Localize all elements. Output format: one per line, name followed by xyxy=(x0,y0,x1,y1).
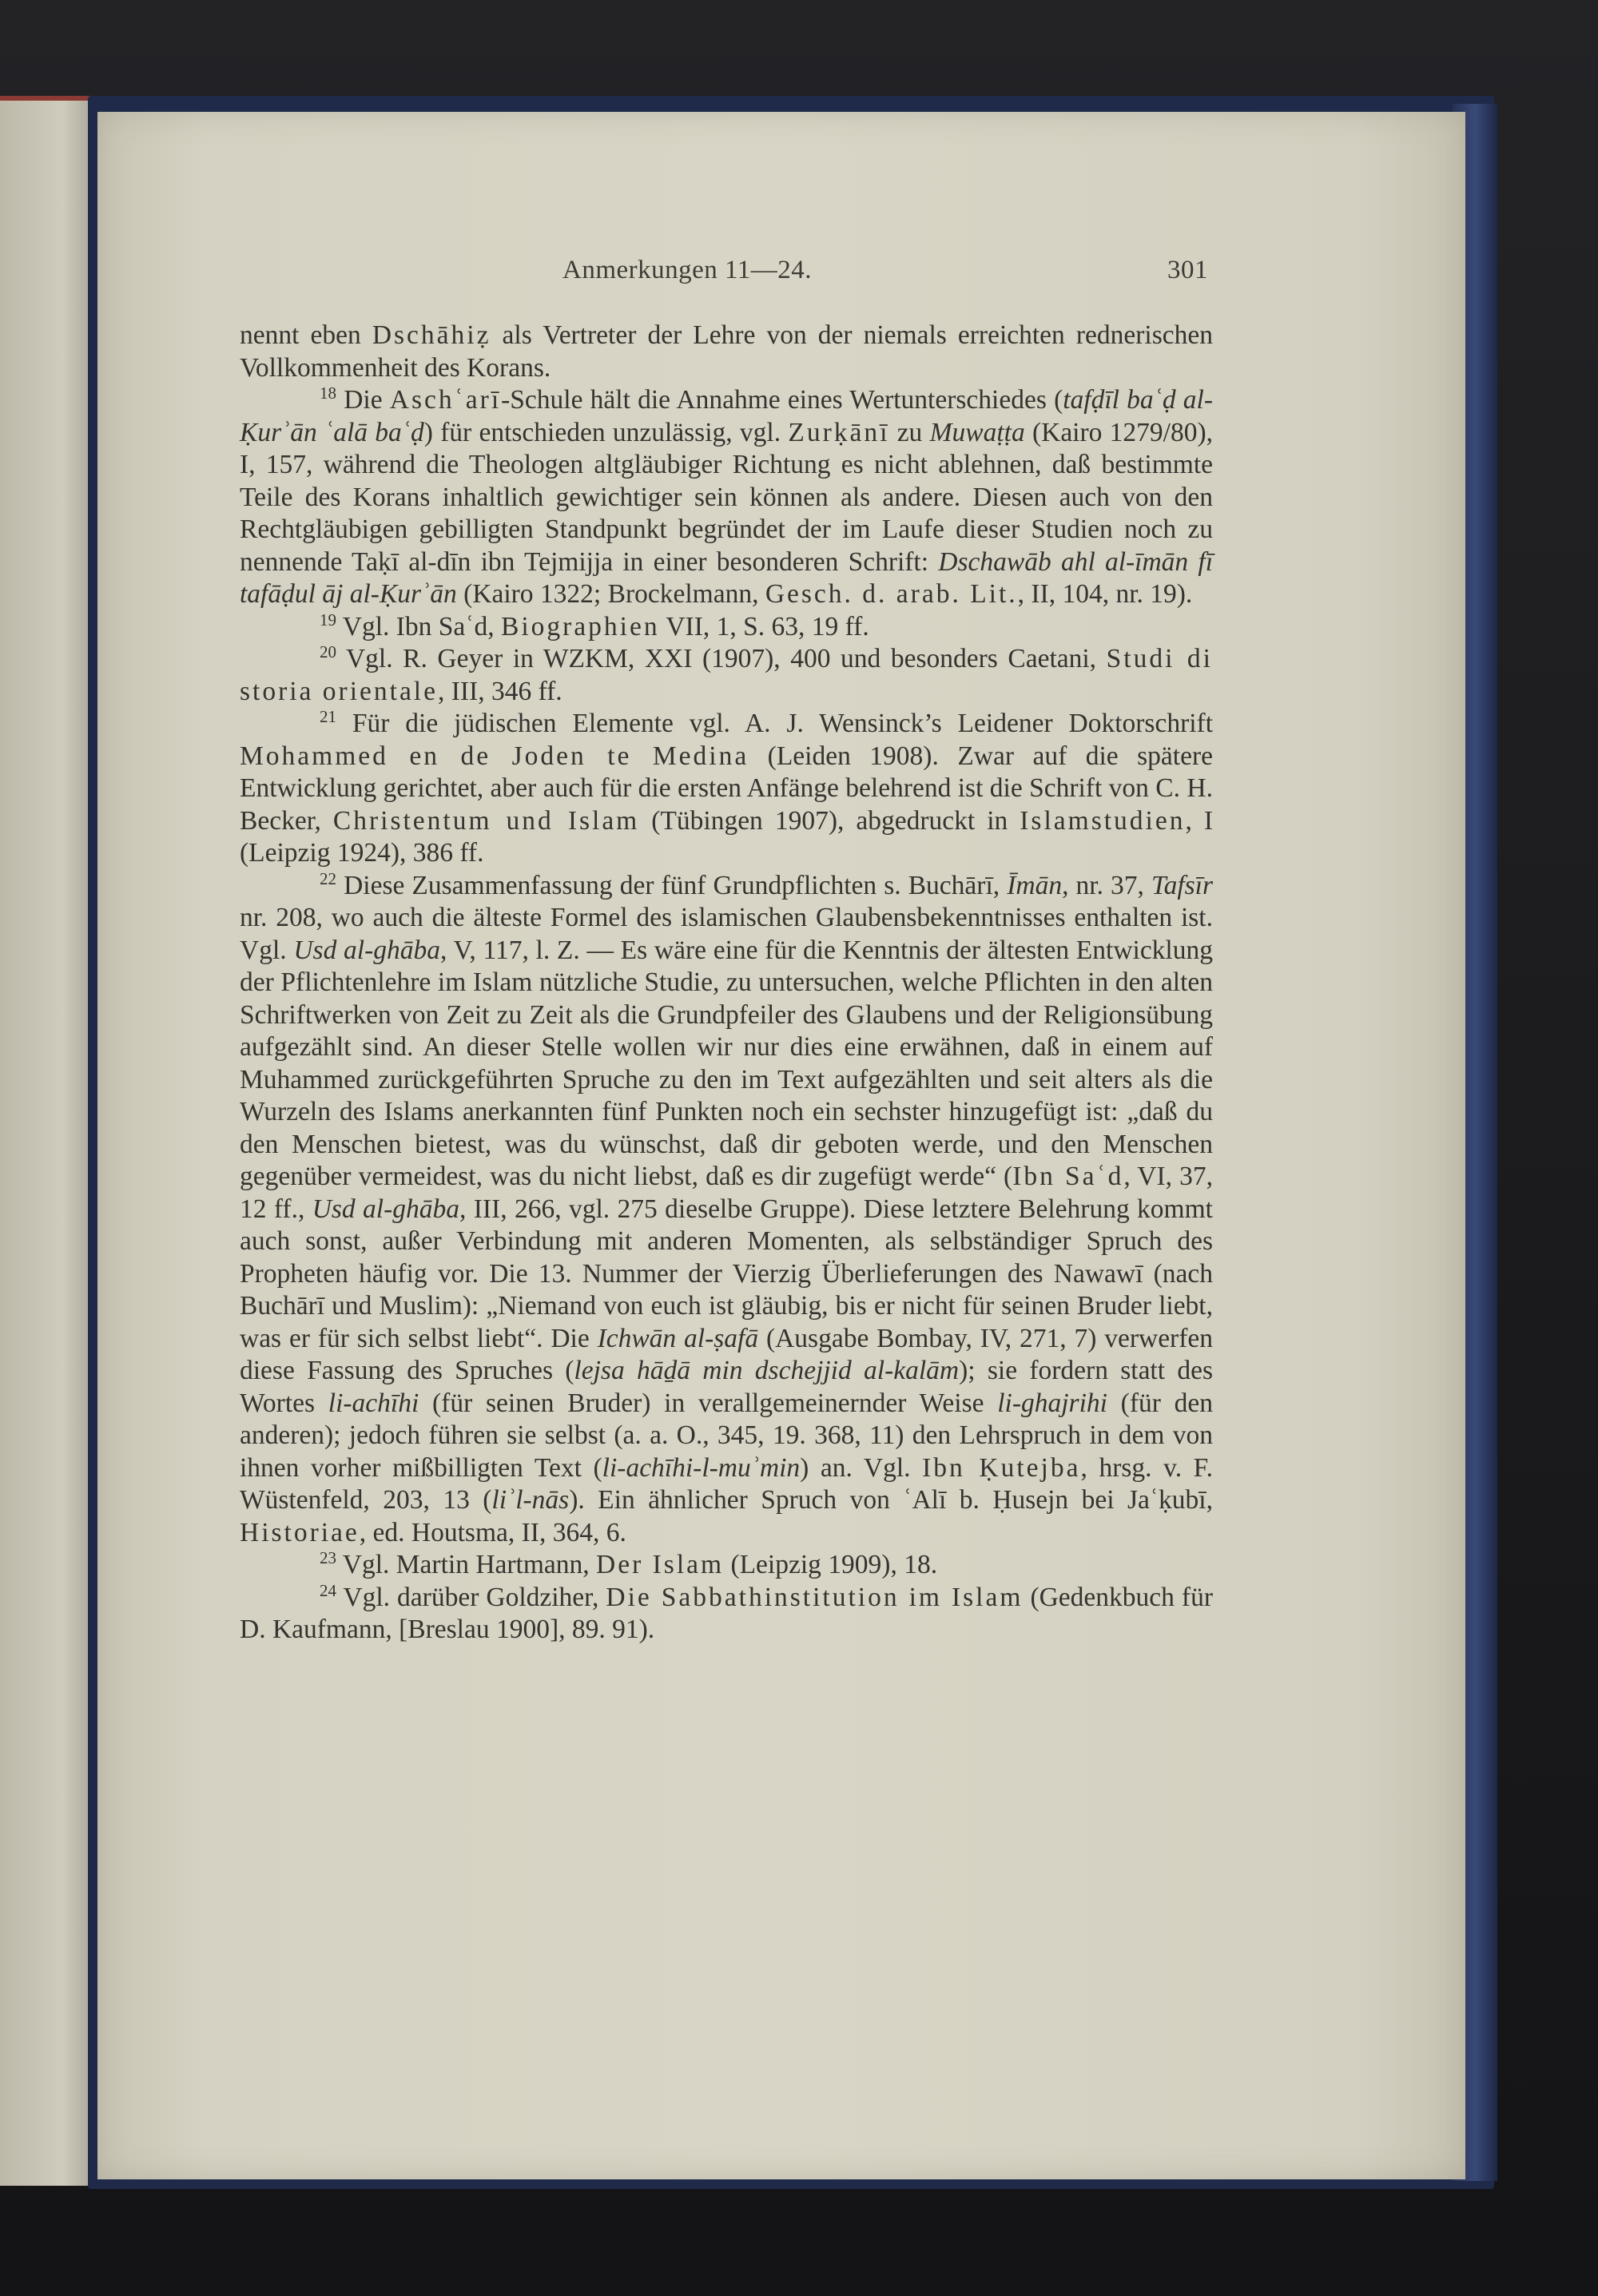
text-run: , I (Leipzig 1924), 386 ff. xyxy=(240,805,1214,868)
footnote-20 xyxy=(240,643,1213,708)
spaced-text: Historiae xyxy=(240,1517,360,1547)
text-run: Für die jüdischen Elemente vgl. A. J. Wensinck’s Leidener Doktorschrift xyxy=(336,709,1213,738)
footnote-number: 23 xyxy=(320,1548,336,1567)
italic-text: Usd al-ghāba xyxy=(293,935,440,965)
text-run: ). Ein ähnlicher Spruch von ʿAlī b. Ḥusejn bei Jaʿḳubī, xyxy=(569,1485,1213,1515)
text-run: , VI, 37, 12 ff., xyxy=(240,1162,1214,1224)
footnote-18 xyxy=(240,384,1213,611)
footnote-number: 21 xyxy=(320,707,336,726)
italic-text: li-achīhi xyxy=(328,1388,419,1418)
running-head xyxy=(465,256,1208,292)
text-run: , III, 346 ff. xyxy=(438,676,562,706)
spaced-text: Aschʿarī xyxy=(389,385,502,415)
text-run: -Schule hält die Annahme eines Wertunterschiedes ( xyxy=(501,385,1063,415)
text-run: ) an. Vgl. xyxy=(800,1452,923,1483)
text-run: (für seinen Bruder) in verallgemeinernder Weise xyxy=(419,1388,998,1418)
text-run: Vgl. darüber Goldziher, xyxy=(336,1582,606,1612)
italic-text: liʾl-nās xyxy=(491,1485,570,1515)
italic-text: Usd al-ghāba xyxy=(312,1194,459,1224)
text-run: zu xyxy=(889,417,930,447)
spaced-text: Die Sabbathinstitution im Islam xyxy=(606,1582,1024,1612)
footnote-number: 19 xyxy=(320,610,336,630)
spaced-text: Der Islam xyxy=(596,1550,725,1579)
text-run: (für den anderen); jedoch führen sie selbst (a. a. O., 345, 19. 368, 11) den Lehrspruch in dem von ihnen vorher mißbilligten Text ( xyxy=(240,1388,1213,1483)
spaced-text: Studi di storia orientale xyxy=(240,644,1213,706)
text-run: , nr. 37, xyxy=(1062,870,1152,900)
text-run: nr. 208, wo auch die älteste Formel des islamischen Glaubensbekenntnisses enthalten ist. Vgl. xyxy=(240,903,1213,965)
text-run: Vgl. Ibn Saʿd, xyxy=(336,611,501,642)
spaced-text: Dschāhiẓ xyxy=(372,320,491,350)
running-head-title: Anmerkungen 11—24. xyxy=(562,256,813,284)
page-number: 301 xyxy=(1167,256,1208,284)
italic-text: li-ghajrihi xyxy=(997,1388,1107,1418)
spaced-text: Biographien xyxy=(500,611,660,642)
text-run: Vgl. R. Geyer in WZKM, XXI (1907), 400 und besonders Caetani, xyxy=(336,644,1107,673)
text-run: Diese Zusammenfassung der fünf Grundpflichten s. Buchārī, xyxy=(336,870,1008,900)
text-run: (Leipzig 1909), 18. xyxy=(724,1550,938,1579)
spaced-text: Islamstudien xyxy=(1020,805,1186,836)
text-run: ); sie fordern statt des Wortes xyxy=(240,1356,1213,1418)
text-run: , hrsg. v. F. Wüstenfeld, 203, 13 ( xyxy=(240,1452,1214,1515)
text-run: (Kairo 1322; Brockelmann, xyxy=(456,579,765,609)
text-run: (Leiden 1908). Zwar auf die spätere Entwicklung gerichtet, aber auch für die ersten Anfänge belehrend ist die Schrift von C. H. Becker, xyxy=(240,741,1213,836)
text-run: nennt eben xyxy=(240,320,372,350)
text-run: VII, 1, S. 63, 19 ff. xyxy=(659,611,869,642)
footnote-number: 22 xyxy=(320,868,336,888)
footnote-22 xyxy=(240,870,1213,1550)
text-run: , III, 266, vgl. 275 dieselbe Gruppe). Diese letztere Belehrung kommt auch sonst, außer Verbindung mit anderen Momenten, als selbständiger Spruch des Propheten häufig vor. Die 13. Nummer der Vierzig Überlieferungen des Nawawī (nach Buchārī und Muslim): „Niemand von euch ist gläubig, bis er nicht für seinen Bruder liebt, was er für sich selbst liebt“. Die xyxy=(240,1194,1213,1353)
text-run: Die xyxy=(336,385,390,415)
spaced-text: Ibn Saʿd xyxy=(1012,1162,1124,1191)
spaced-text: Ibn Ḳutejba xyxy=(922,1452,1081,1483)
footnote-number: 18 xyxy=(320,383,336,403)
italic-text: Īmān xyxy=(1007,870,1063,900)
text-run: , ed. Houtsma, II, 364, 6. xyxy=(359,1517,626,1547)
italic-text: li-achīhi-l-muʾmin xyxy=(602,1452,801,1483)
spaced-text: Mohammed en de Joden te Medina xyxy=(240,741,749,771)
footnote-number: 20 xyxy=(320,642,336,661)
spaced-text: Christentum und Islam xyxy=(332,805,640,836)
text-run: (Gedenkbuch für D. Kaufmann, [Breslau 1900], 89. 91). xyxy=(240,1582,1213,1644)
spaced-text: Gesch. d. arab. Lit. xyxy=(765,579,1018,609)
text-run: (Kairo 1279/80), I, 157, während die Theologen altgläubiger Richtung es nicht ablehnen, daß bestimmte Teile des Korans inhaltlich gewichtiger sein können als andere. Diesen auch von den Rechtgläubigen gebilligten Standpunkt begründet der im Laufe dieser Studien noch zu nennende Taḳī al-dīn ibn Tejmijja in einer besonderen Schrift: xyxy=(240,417,1214,577)
italic-text: Muwaṭṭa xyxy=(929,417,1025,447)
footnote-23 xyxy=(240,1549,1213,1582)
text-run: (Tübingen 1907), abgedruckt in xyxy=(639,805,1020,836)
spaced-text: Zurḳānī xyxy=(788,417,890,447)
text-run: als Vertreter der Lehre von der niemals erreichten rednerischen Vollkommenheit des Korans. xyxy=(240,320,1213,383)
footnote-19 xyxy=(240,611,1213,644)
footnotes-body xyxy=(240,320,1213,1647)
text-run: (Ausgabe Bombay, IV, 271, 7) verwerfen diese Fassung des Spruches ( xyxy=(240,1323,1213,1385)
footnote-number: 24 xyxy=(320,1580,336,1600)
italic-text: Tafsīr xyxy=(1151,870,1214,900)
text-run: , II, 104, nr. 19). xyxy=(1017,579,1193,609)
text-run: ) für entschieden unzulässig, vgl. xyxy=(423,417,789,447)
text-run: Vgl. Martin Hartmann, xyxy=(336,1550,597,1579)
italic-text: Dschawāb ahl al-īmān fī tafāḍul āj al-Ḳurʾān xyxy=(240,546,1214,609)
footnote-21 xyxy=(240,708,1213,870)
continued-footnote xyxy=(240,320,1213,384)
text-run: , V, 117, l. Z. — Es wäre eine für die Kenntnis der ältesten Entwicklung der Pflichtenlehre im Islam nützliche Studie, zu untersuchen, welche Pflichten in den alten Schriftwerken von Zeit zu Zeit als die Grundpfeiler des Glaubens und der Religionsübung aufgezählt sind. An dieser Stelle wollen wir nur dies eine erwähnen, daß in einem auf Muhammed zurückgeführten Spruche zu den im Text aufgezählten und seit alters als die Wurzeln des Islams anerkannten fünf Punkten noch ein sechster hinzugefügt ist: „daß du den Menschen bietest, was du wünschst, daß dir geboten werde, und den Menschen gegenüber vermeidest, was du nicht liebst, daß es dir zugefügt werde“ ( xyxy=(240,935,1213,1191)
footnote-24 xyxy=(240,1582,1213,1647)
italic-text: lejsa hāḏā min dschejjid al-kalām xyxy=(574,1356,960,1385)
italic-text: Ichwān al-ṣafā xyxy=(597,1323,759,1353)
italic-text: tafḍīl baʿḍ al-Ḳurʾān ʿalā baʿḍ xyxy=(240,385,1213,447)
